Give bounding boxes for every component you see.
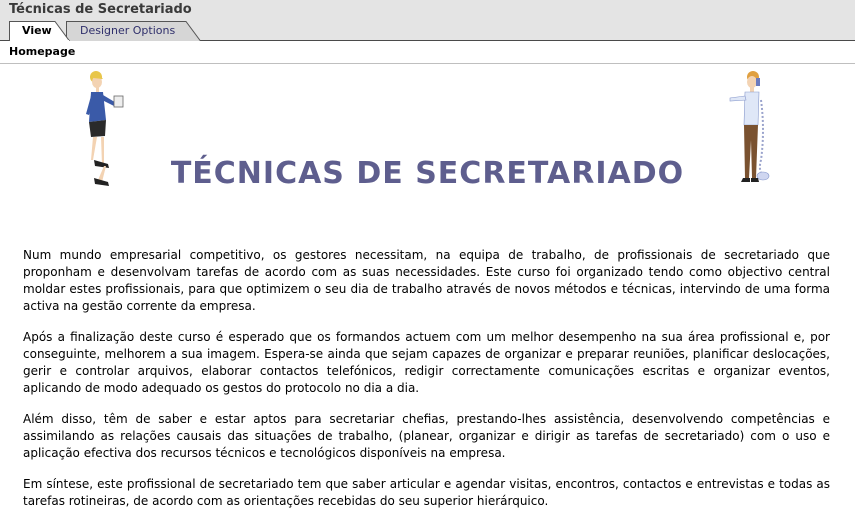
body-text <box>23 247 830 524</box>
site-title: Técnicas de Secretariado <box>9 2 192 17</box>
paragraph-intro: Num mundo empresarial competitivo, os gestores necessitam, na equipa de trabalho, de profissionais de secretariado que proponham e desenvolvam tarefas de acordo com as suas necessidades. Este curso foi organizado tendo como objectivo central moldar estes profissionais, para que optimizem o seu dia de trabalho através de novos métodos e técnicas, intervindo de uma forma activa na gestão corrente da empresa. <box>23 248 830 313</box>
tab-designer-options[interactable] <box>66 21 201 41</box>
paragraph-objectives: Após a finalização deste curso é esperado que os formandos actuem com um melhor desempenho na sua área profissional e, por conseguinte, melhorem a sua imagem. Espera-se ainda que sejam capazes de organizar e preparar reuniões, planificar deslocações, gerir e controlar arquivos, elaborar contactos telefónicos, redigir correctamente comunicações escritas e organizar eventos, aplicando de modo adequado os gestos do protocolo no dia a dia. <box>23 330 830 395</box>
tab-designer-options-label: Designer Options <box>80 24 176 37</box>
tab-view-label: View <box>22 24 52 37</box>
breadcrumb[interactable]: Homepage <box>9 45 76 58</box>
tab-view[interactable] <box>9 21 70 41</box>
paragraph-skills: Além disso, têm de saber e estar aptos para secretariar chefias, prestando-lhes assistência, desenvolvendo competências e assimilando as relações causais das situações de trabalho, (planear, organizar e dirigir as tarefas de secretariado) com o uso e aplicação efectiva dos recursos técnicos e tecnológicos disponíveis na empresa. <box>23 412 830 460</box>
top-bar <box>0 0 855 41</box>
main-content <box>0 64 855 526</box>
paragraph-summary: Em síntese, este profissional de secretariado tem que saber articular e agendar visitas, encontros, contactos e entrevistas e todas as tarefas rotineiras, de acordo com as orientações recebidas do seu superior hierárquico. <box>23 477 830 508</box>
page-heading: TÉCNICAS DE SECRETARIADO <box>170 156 685 191</box>
